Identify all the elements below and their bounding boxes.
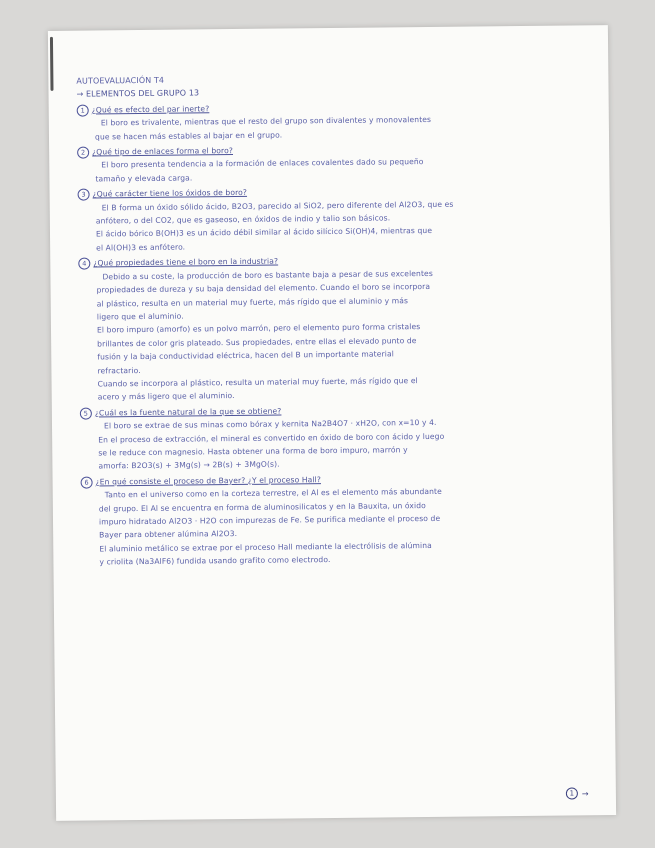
question-text: ¿Qué carácter tiene los óxidos de boro? — [92, 188, 248, 199]
question-text: ¿En qué consiste el proceso de Bayer? ¿Y el proceso Hall? — [95, 474, 321, 487]
question-number: 3 — [78, 189, 90, 201]
notebook-page — [48, 25, 616, 821]
questions-list — [77, 98, 587, 569]
answer-line: refractario. — [97, 365, 141, 375]
answer-line: El B forma un óxido sólido ácido, B2O3, parecido al SiO2, pero diferente del Al2O3, que es — [101, 199, 454, 213]
answer-line: tamaño y elevada carga. — [95, 173, 193, 184]
answer-line: El ácido bórico B(OH)3 es un ácido débil similar al ácido silícico Si(OH)4, mientras que — [95, 226, 433, 239]
question-block — [78, 252, 585, 405]
question-text: ¿Cuál es la fuente natural de la que se obtiene? — [94, 406, 282, 418]
question-block — [77, 140, 582, 186]
answer-line: Tanto en el universo como en la corteza terrestre, el Al es el elemento más abundante — [104, 487, 442, 500]
page-number — [566, 787, 589, 799]
question-block — [80, 401, 586, 473]
answer-line: Cuando se incorpora al plástico, resulta un material muy fuerte, más rígido que el — [97, 376, 418, 389]
question-number: 4 — [78, 258, 90, 270]
answer-line: ligero que el aluminio. — [96, 311, 184, 322]
question-block — [78, 183, 584, 255]
answer-line: Bayer para obtener alúmina Al2O3. — [99, 529, 238, 540]
question-text: ¿Qué es efecto del par inerte? — [91, 104, 210, 115]
question-number: 6 — [81, 476, 93, 488]
question-text: ¿Qué propiedades tiene el boro en la industria? — [93, 256, 279, 268]
question-number: 1 — [77, 104, 89, 116]
answer-line: fusión y la baja conductividad eléctrica, hacen del B un importante material — [97, 349, 394, 362]
answer-line: El aluminio metálico se extrae por el proceso Hall mediante la electrólisis de alúmina — [99, 540, 432, 554]
answer-line: brillantes de color gris plateado. Sus propiedades, entre ellas el elevado punto de — [97, 335, 417, 349]
answer-line: El boro se extrae de sus minas como bórax y kernita Na2B4O7 · xH2O, con x=10 y 4. — [103, 418, 437, 431]
answer-line: El boro impuro (amorfo) es un polvo marrón, pero el elemento puro forma cristales — [96, 322, 421, 335]
section-heading: → ELEMENTOS DEL GRUPO 13 — [76, 88, 200, 100]
answer-line: propiedades de dureza y su baja densidad del elemento. Cuando el boro se incorpora — [96, 282, 431, 295]
answer-line: impuro hidratado Al2O3 · H2O con impurezas de Fe. Se purifica mediante el proceso de — [98, 513, 441, 527]
answer-line: El boro presenta tendencia a la formación de enlaces covalentes dado su pequeño — [101, 157, 424, 170]
answer-line: el Al(OH)3 es anfótero. — [96, 242, 186, 253]
question-block — [77, 98, 582, 144]
question-number: 2 — [77, 147, 89, 159]
page-title: AUTOEVALUACIÓN T4 — [76, 75, 165, 86]
next-page-arrow-icon: → — [581, 788, 589, 798]
question-number: 5 — [80, 407, 92, 419]
binding-mark — [50, 37, 54, 91]
answer-line: En el proceso de extracción, el mineral es convertido en óxido de boro con ácido y luego — [98, 431, 445, 445]
answer-line: El boro es trivalente, mientras que el resto del grupo son divalentes y monovalentes — [100, 115, 432, 128]
page-number-value: 1 — [566, 787, 578, 799]
question-text: ¿Qué tipo de enlaces forma el boro? — [92, 146, 234, 157]
question-block — [81, 470, 587, 569]
answer-line: se le reduce con magnesio. Hasta obtener una forma de boro impuro, marrón y — [98, 445, 408, 458]
answer-line: al plástico, resulta en un material muy fuerte, más rígido que el aluminio y más — [96, 295, 409, 308]
answer-line: y criolita (Na3AlF6) fundida usando grafito como electrodo. — [99, 555, 331, 567]
answer-line: anfótero, o del CO2, que es gaseoso, en óxidos de indio y talio son básicos. — [95, 213, 391, 226]
answer-line: del grupo. El Al se encuentra en forma de aluminosilicatos y en la Bauxita, un óxido — [98, 500, 426, 514]
answer-line: acero y más ligero que el aluminio. — [97, 391, 235, 402]
handwritten-notes — [76, 69, 586, 569]
answer-line: que se hacen más estables al bajar en el grupo. — [94, 130, 283, 142]
answer-line: Debido a su coste, la producción de boro es bastante baja a pesar de sus excelentes — [102, 268, 433, 282]
answer-line: amorfa: B2O3(s) + 3Mg(s) → 2B(s) + 3MgO(s). — [98, 459, 280, 471]
